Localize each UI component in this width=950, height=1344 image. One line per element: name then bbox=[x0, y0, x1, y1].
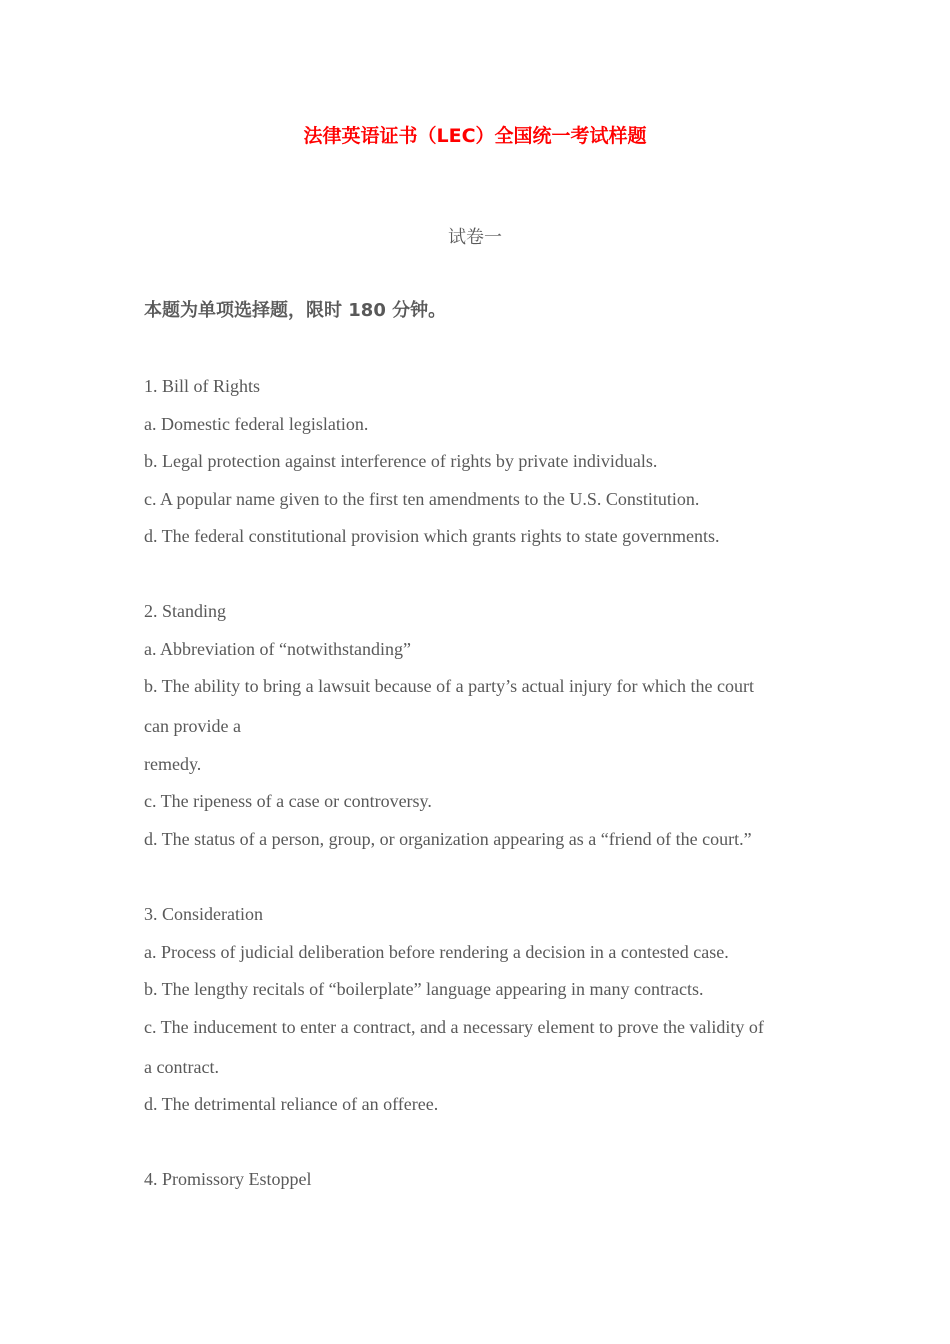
option-c: c. A popular name given to the first ten amendments to the U.S. Constitution. bbox=[144, 488, 700, 509]
question-4 bbox=[144, 1165, 824, 1193]
option-b-line-1: b. The ability to bring a lawsuit because of a party’s actual injury for which the court bbox=[144, 676, 754, 696]
option-d: d. The federal constitutional provision which grants rights to state governments. bbox=[144, 526, 720, 546]
paper-label: 试卷一 bbox=[448, 227, 502, 248]
option-d: d. The detrimental reliance of an offeree. bbox=[144, 1094, 439, 1114]
option-b-line-3: remedy. bbox=[144, 753, 202, 774]
option-d: d. The status of a person, group, or organization appearing as a “friend of the court.” bbox=[144, 828, 752, 849]
option-a: a. Process of judicial deliberation before rendering a decision in a contested case. bbox=[144, 941, 729, 962]
option-a: a. Domestic federal legislation. bbox=[144, 413, 369, 434]
question-3 bbox=[144, 900, 824, 1118]
instructions-text: 本题为单项选择题，限时 180 分钟。 bbox=[144, 300, 447, 321]
option-c-line-2: a contract. bbox=[144, 1056, 219, 1077]
question-stem: 1. Bill of Rights bbox=[144, 376, 261, 396]
question-stem: 2. Standing bbox=[144, 601, 227, 621]
option-a: a. Abbreviation of “notwithstanding” bbox=[144, 638, 411, 659]
option-c-line-1: c. The inducement to enter a contract, and a necessary element to prove the validity of bbox=[144, 1016, 764, 1037]
option-c: c. The ripeness of a case or controversy. bbox=[144, 791, 432, 811]
question-2 bbox=[144, 597, 824, 853]
question-1 bbox=[144, 372, 824, 550]
document-title: 法律英语证书（LEC）全国统一考试样题 bbox=[303, 125, 647, 147]
option-b: b. Legal protection against interference of rights by private individuals. bbox=[144, 451, 658, 471]
question-stem: 4. Promissory Estoppel bbox=[144, 1169, 312, 1189]
question-stem: 3. Consideration bbox=[144, 904, 263, 924]
option-b: b. The lengthy recitals of “boilerplate” language appearing in many contracts. bbox=[144, 979, 704, 999]
option-b-line-2: can provide a bbox=[144, 716, 241, 736]
